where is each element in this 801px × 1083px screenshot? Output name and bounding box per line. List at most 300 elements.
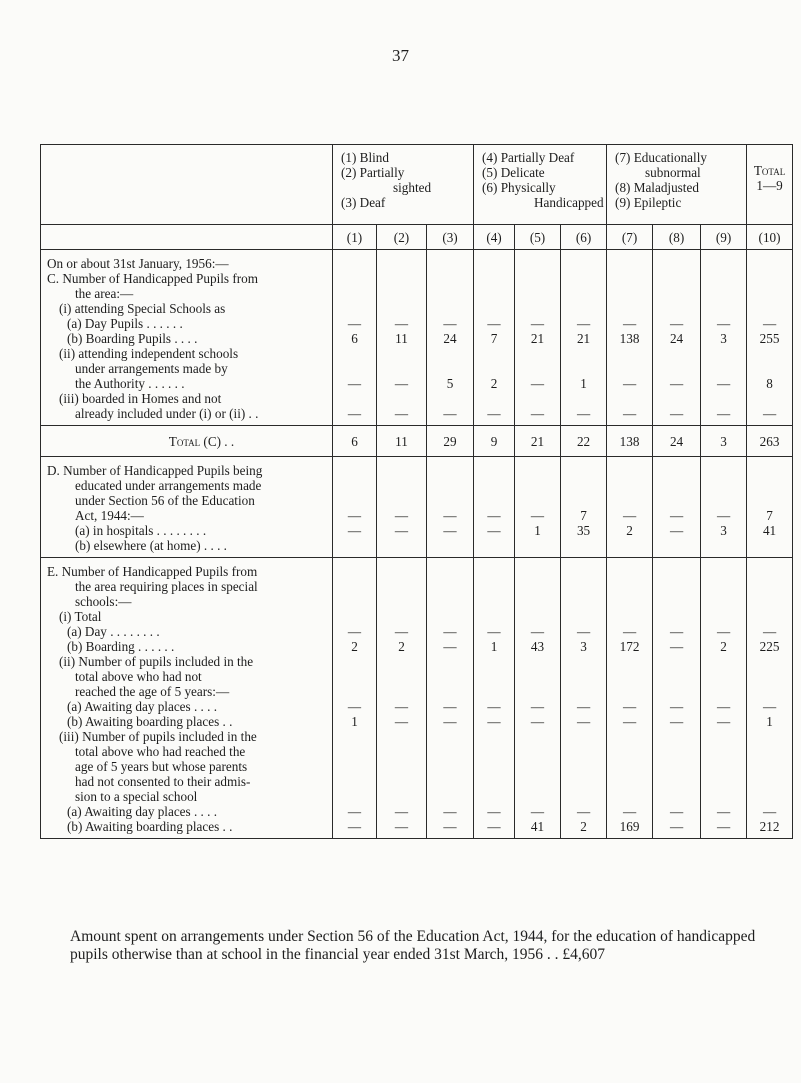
table-cell-spacer [747, 654, 792, 669]
table-cell-spacer [515, 301, 560, 316]
table-cell-spacer [653, 361, 700, 376]
table-cell-spacer [607, 729, 652, 744]
table-cell-spacer [427, 346, 473, 361]
table-cell-spacer [607, 789, 652, 804]
table-cell-spacer [377, 684, 426, 699]
table-cell-spacer [701, 729, 746, 744]
table-cell-spacer [427, 391, 473, 406]
section-e-col [515, 558, 561, 839]
table-cell-value: — [394, 376, 409, 391]
table-cell-spacer [701, 493, 746, 508]
table-cell-spacer [701, 684, 746, 699]
table-cell-spacer [561, 271, 606, 286]
table-cell-spacer [653, 256, 700, 271]
table-cell-value: 2 [351, 639, 358, 654]
section-d-col [561, 457, 607, 558]
table-cell-spacer [377, 286, 426, 301]
section-c-col [427, 250, 474, 426]
table-cell-value: — [347, 804, 362, 819]
table-cell-spacer [333, 609, 376, 624]
table-cell-spacer [607, 301, 652, 316]
table-cell-spacer [653, 654, 700, 669]
table-cell-spacer [333, 594, 376, 609]
table-cell-spacer [653, 684, 700, 699]
table-cell-value: — [530, 804, 545, 819]
table-cell-value: — [443, 523, 457, 538]
table-cell-value: — [716, 804, 731, 819]
table-cell-spacer [427, 301, 473, 316]
header-total-range: 1—9 [756, 178, 783, 193]
header-blind: (1) Blind [341, 150, 389, 165]
table-cell-spacer [561, 744, 606, 759]
table-cell-spacer [653, 564, 700, 579]
total-c-cell: 24 [653, 426, 701, 457]
table-cell-value: — [347, 376, 362, 391]
table-cell-spacer [474, 346, 514, 361]
table-cell-spacer [427, 579, 473, 594]
section-e-label [41, 558, 333, 839]
table-cell-value: — [530, 714, 545, 729]
total-c-label: Total (C) . . [41, 426, 333, 457]
section-e-line: (ii) Number of pupils included in the [59, 654, 254, 669]
table-cell-spacer [747, 346, 792, 361]
header-total-label: Total [753, 163, 786, 178]
section-d-line: (a) in hospitals . . . . . . . . [75, 523, 207, 538]
table-cell-spacer [427, 654, 473, 669]
section-e-col [561, 558, 607, 839]
table-cell-value: 225 [759, 639, 780, 654]
table-cell-spacer [747, 564, 792, 579]
table-cell-value: — [487, 523, 501, 538]
table-cell-value: — [622, 804, 637, 819]
table-cell-spacer [333, 759, 376, 774]
table-cell-spacer [377, 361, 426, 376]
header-partially-deaf: (4) Partially Deaf [482, 150, 575, 165]
table-cell-value: 6 [351, 331, 358, 346]
table-cell-spacer [607, 463, 652, 478]
table-cell-value: 7 [766, 508, 773, 523]
table-cell-value: — [347, 819, 362, 834]
table-cell-spacer [333, 564, 376, 579]
table-cell-value: — [669, 316, 684, 331]
table-cell-spacer [561, 391, 606, 406]
table-cell-spacer [515, 579, 560, 594]
table-cell-value: — [669, 819, 684, 834]
table-cell-value: — [669, 639, 684, 654]
table-cell-spacer [377, 478, 426, 493]
table-cell-value: 35 [576, 523, 591, 538]
section-c-line: On or about 31st January, 1956:— [47, 256, 229, 271]
header-handicapped: Handicapped [534, 195, 604, 210]
table-cell-spacer [701, 759, 746, 774]
table-cell-spacer [474, 774, 514, 789]
table-cell-spacer [474, 789, 514, 804]
table-cell-spacer [377, 346, 426, 361]
table-cell-spacer [701, 361, 746, 376]
table-cell-spacer [561, 729, 606, 744]
section-c-col [747, 250, 793, 426]
table-cell-value: — [487, 714, 501, 729]
table-cell-spacer [515, 759, 560, 774]
table-cell-spacer [333, 286, 376, 301]
table-cell-spacer [607, 774, 652, 789]
table-cell-value: — [394, 624, 409, 639]
table-cell-spacer [561, 654, 606, 669]
handicapped-pupils-table [40, 144, 793, 839]
section-e-col [747, 558, 793, 839]
table-cell-spacer [427, 774, 473, 789]
table-cell-spacer [561, 759, 606, 774]
table-cell-spacer [515, 744, 560, 759]
table-cell-value: — [443, 406, 457, 421]
table-cell-spacer [474, 564, 514, 579]
table-cell-spacer [561, 346, 606, 361]
table-cell-value: — [487, 316, 501, 331]
table-cell-spacer [747, 478, 792, 493]
table-cell-spacer [333, 301, 376, 316]
section-e-col [607, 558, 653, 839]
table-cell-spacer [333, 729, 376, 744]
section-e-line: reached the age of 5 years:— [75, 684, 230, 699]
table-cell-spacer [377, 744, 426, 759]
table-cell-value: — [394, 523, 409, 538]
column-number: (4) [474, 225, 515, 250]
table-cell-spacer [561, 463, 606, 478]
table-cell-value: — [443, 508, 457, 523]
table-cell-spacer [515, 564, 560, 579]
section-c-line: the area:— [75, 286, 134, 301]
table-cell-spacer [653, 774, 700, 789]
header-maladjusted: (8) Maladjusted [615, 180, 699, 195]
table-cell-value: 24 [669, 331, 684, 346]
table-cell-spacer [377, 493, 426, 508]
column-number: (3) [427, 225, 474, 250]
table-cell-spacer [333, 463, 376, 478]
table-cell-value: — [487, 699, 501, 714]
table-cell-spacer [747, 301, 792, 316]
table-cell-value: — [443, 699, 457, 714]
footnote-amount-spent: Amount spent on arrangements under Section 56 of the Education Act, 1944, for the education of handicapped pupils otherwise than at school in the financial year ended 31st March, 1956 . . £4,607 [70, 928, 756, 963]
table-cell-spacer [377, 594, 426, 609]
table-cell-spacer [701, 579, 746, 594]
section-c-col [515, 250, 561, 426]
table-cell-spacer [427, 759, 473, 774]
table-cell-spacer [377, 669, 426, 684]
table-cell-spacer [701, 609, 746, 624]
table-cell-value: — [669, 699, 684, 714]
section-e-row [41, 558, 793, 839]
section-e-line: age of 5 years but whose parents [75, 759, 248, 774]
header-delicate: (5) Delicate [482, 165, 545, 180]
table-cell-spacer [333, 579, 376, 594]
header-group-1 [333, 145, 474, 225]
total-c-cell: 22 [561, 426, 607, 457]
table-cell-spacer [377, 463, 426, 478]
table-cell-spacer [653, 346, 700, 361]
section-e-col [333, 558, 377, 839]
table-cell-spacer [653, 729, 700, 744]
table-cell-value: — [622, 376, 637, 391]
table-cell-value: — [347, 508, 362, 523]
table-cell-spacer [701, 391, 746, 406]
table-cell-spacer [333, 684, 376, 699]
table-cell-value: — [762, 804, 777, 819]
table-cell-spacer [701, 301, 746, 316]
table-cell-spacer [607, 579, 652, 594]
section-d-line: under Section 56 of the Education [75, 493, 255, 508]
table-cell-spacer [427, 729, 473, 744]
table-cell-value: 172 [619, 639, 640, 654]
table-cell-spacer [561, 301, 606, 316]
table-cell-value: — [347, 406, 362, 421]
section-e-line: (b) Awaiting boarding places . . [67, 714, 233, 729]
table-cell-spacer [377, 789, 426, 804]
table-cell-spacer [747, 669, 792, 684]
table-cell-value: — [443, 639, 457, 654]
table-cell-spacer [427, 744, 473, 759]
table-cell-spacer [427, 684, 473, 699]
table-cell-spacer [607, 609, 652, 624]
section-d-col [377, 457, 427, 558]
section-c-line: (iii) boarded in Homes and not [59, 391, 222, 406]
table-cell-value: 138 [619, 331, 640, 346]
table-cell-value: 1 [490, 639, 498, 654]
table-cell-spacer [515, 478, 560, 493]
table-cell-spacer [561, 609, 606, 624]
table-cell-spacer [607, 493, 652, 508]
section-e-line: (a) Day . . . . . . . . [67, 624, 160, 639]
header-partially: (2) Partially [341, 165, 405, 180]
table-cell-value: 21 [530, 331, 545, 346]
section-d-col [515, 457, 561, 558]
table-cell-spacer [747, 391, 792, 406]
table-cell-spacer [747, 789, 792, 804]
table-cell-spacer [474, 391, 514, 406]
table-cell-spacer [474, 463, 514, 478]
column-number: (1) [333, 225, 377, 250]
total-c-row [41, 426, 793, 457]
table-cell-spacer [515, 391, 560, 406]
table-cell-spacer [474, 684, 514, 699]
section-c-line: (i) attending Special Schools as [59, 301, 226, 316]
table-cell-spacer [747, 579, 792, 594]
total-c-cell: 9 [474, 426, 515, 457]
total-c-cell: 29 [427, 426, 474, 457]
table-cell-spacer [561, 361, 606, 376]
table-cell-value: — [622, 406, 637, 421]
table-cell-spacer [474, 654, 514, 669]
column-number: (10) [747, 225, 793, 250]
table-cell-spacer [474, 493, 514, 508]
table-cell-value: — [576, 624, 591, 639]
table-cell-spacer [701, 346, 746, 361]
section-e-col [377, 558, 427, 839]
section-e-col [427, 558, 474, 839]
total-c-cell: 3 [701, 426, 747, 457]
table-cell-value: — [716, 508, 731, 523]
table-cell-spacer [474, 478, 514, 493]
table-cell-spacer [427, 361, 473, 376]
table-cell-spacer [747, 361, 792, 376]
table-cell-spacer [561, 789, 606, 804]
table-cell-spacer [747, 774, 792, 789]
table-cell-value: 11 [395, 331, 408, 346]
header-physically: (6) Physically [482, 180, 556, 195]
header-group-2 [474, 145, 607, 225]
table-cell-value: — [576, 699, 591, 714]
table-cell-value: — [716, 714, 731, 729]
section-c-col [653, 250, 701, 426]
table-cell-spacer [377, 564, 426, 579]
table-cell-value: 2 [626, 523, 633, 538]
table-cell-spacer [427, 256, 473, 271]
section-d-line: educated under arrangements made [75, 478, 262, 493]
table-cell-spacer [474, 669, 514, 684]
header-total [747, 145, 793, 225]
table-cell-spacer [377, 271, 426, 286]
table-cell-spacer [474, 594, 514, 609]
table-cell-value: — [394, 714, 409, 729]
table-cell-spacer [607, 594, 652, 609]
table-cell-spacer [427, 463, 473, 478]
table-cell-value: — [716, 819, 731, 834]
table-cell-spacer [747, 684, 792, 699]
table-cell-value: 3 [720, 523, 727, 538]
table-cell-value: — [530, 406, 545, 421]
table-cell-spacer [607, 684, 652, 699]
table-cell-value: — [394, 804, 409, 819]
table-cell-value: — [669, 508, 684, 523]
table-cell-spacer [333, 789, 376, 804]
table-cell-spacer [653, 391, 700, 406]
table-cell-spacer [607, 759, 652, 774]
table-cell-spacer [474, 744, 514, 759]
table-cell-spacer [377, 774, 426, 789]
table-cell-value: — [530, 508, 545, 523]
table-cell-spacer [653, 759, 700, 774]
section-e-line: schools:— [75, 594, 132, 609]
table-cell-value: — [762, 624, 777, 639]
table-cell-spacer [561, 579, 606, 594]
section-d-col [701, 457, 747, 558]
table-cell-spacer [653, 744, 700, 759]
table-cell-value: — [622, 714, 637, 729]
section-e-line: the area requiring places in special [75, 579, 258, 594]
section-e-line: (b) Boarding . . . . . . [67, 639, 175, 654]
header-sighted: sighted [393, 180, 432, 195]
table-cell-spacer [607, 286, 652, 301]
table-cell-spacer [561, 478, 606, 493]
table-cell-value: — [394, 406, 409, 421]
table-cell-value: — [487, 624, 501, 639]
table-cell-spacer [515, 729, 560, 744]
table-cell-spacer [377, 759, 426, 774]
table-cell-spacer [333, 361, 376, 376]
table-cell-spacer [561, 684, 606, 699]
table-cell-value: — [762, 699, 777, 714]
column-number: (5) [515, 225, 561, 250]
table-cell-spacer [474, 759, 514, 774]
table-cell-spacer [427, 594, 473, 609]
table-cell-value: — [669, 624, 684, 639]
table-cell-spacer [607, 391, 652, 406]
table-cell-spacer [747, 609, 792, 624]
table-cell-value: — [487, 804, 501, 819]
table-cell-value: 2 [398, 639, 405, 654]
table-cell-spacer [653, 478, 700, 493]
table-cell-value: — [576, 714, 591, 729]
section-c-line: C. Number of Handicapped Pupils from [47, 271, 258, 286]
table-cell-spacer [653, 579, 700, 594]
table-cell-spacer [333, 774, 376, 789]
table-cell-value: — [576, 804, 591, 819]
table-cell-value: — [347, 523, 362, 538]
table-cell-spacer [333, 669, 376, 684]
table-cell-spacer [427, 478, 473, 493]
section-c-line: (a) Day Pupils . . . . . . [67, 316, 183, 331]
table-cell-value: — [347, 316, 362, 331]
table-cell-value: 21 [576, 331, 591, 346]
section-e-line: had not consented to their admis- [75, 774, 251, 789]
section-d-col [653, 457, 701, 558]
table-cell-spacer [515, 594, 560, 609]
table-cell-spacer [474, 729, 514, 744]
table-cell-spacer [561, 256, 606, 271]
table-cell-spacer [653, 609, 700, 624]
table-cell-spacer [427, 271, 473, 286]
table-cell-value: — [669, 714, 684, 729]
section-d-col [427, 457, 474, 558]
table-cell-value: 3 [580, 639, 587, 654]
table-cell-value: — [716, 316, 731, 331]
table-cell-spacer [701, 286, 746, 301]
table-cell-spacer [474, 286, 514, 301]
table-cell-spacer [427, 669, 473, 684]
section-e-line: (iii) Number of pupils included in the [59, 729, 257, 744]
table-cell-spacer [607, 346, 652, 361]
table-cell-value: — [487, 819, 501, 834]
table-cell-value: 7 [490, 331, 498, 346]
table-cell-value: 5 [446, 376, 454, 391]
table-cell-spacer [653, 669, 700, 684]
section-c-col [377, 250, 427, 426]
table-cell-spacer [607, 256, 652, 271]
table-cell-value: 2 [490, 376, 498, 391]
table-cell-value: — [530, 316, 545, 331]
table-cell-value: 41 [762, 523, 777, 538]
table-cell-value: 1 [580, 376, 587, 391]
table-cell-spacer [515, 609, 560, 624]
table-cell-spacer [747, 463, 792, 478]
table-cell-spacer [747, 256, 792, 271]
table-cell-value: — [394, 699, 409, 714]
section-c-line: (b) Boarding Pupils . . . . [67, 331, 198, 346]
table-cell-spacer [515, 789, 560, 804]
table-cell-spacer [427, 493, 473, 508]
total-c-cell: 263 [747, 426, 793, 457]
table-cell-value: — [622, 699, 637, 714]
table-cell-spacer [427, 609, 473, 624]
table-cell-spacer [747, 759, 792, 774]
table-cell-spacer [653, 286, 700, 301]
table-cell-spacer [607, 669, 652, 684]
total-c-cell: 6 [333, 426, 377, 457]
table-cell-value: 43 [530, 639, 545, 654]
table-cell-value: — [443, 819, 457, 834]
table-cell-value: — [347, 699, 362, 714]
table-cell-value: 169 [619, 819, 640, 834]
table-cell-spacer [333, 256, 376, 271]
